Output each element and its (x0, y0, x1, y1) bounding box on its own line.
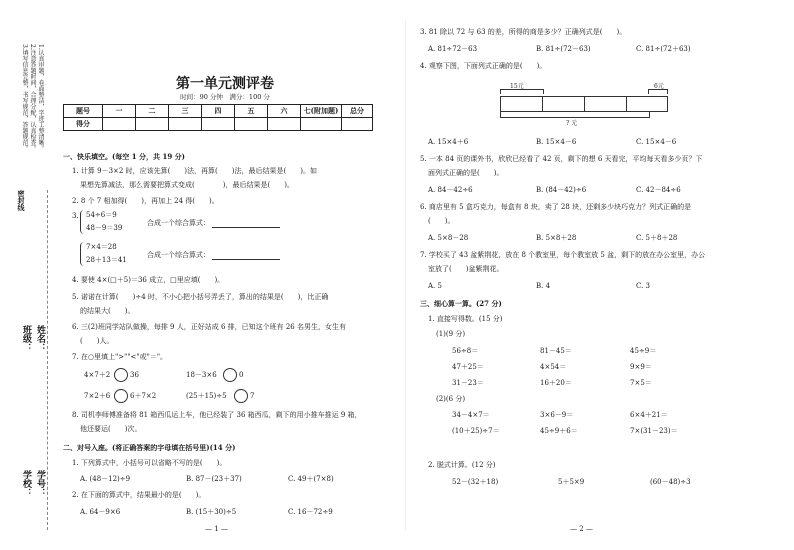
class-label: 班级： (21, 325, 31, 352)
calc-item: 3×6－9＝ (540, 411, 574, 419)
compare-right: 6＋7×2 (130, 392, 157, 400)
question-2: 2. 8 个 7 相加得( )，再加上 24 得( )。 (72, 197, 219, 205)
score-cell[interactable] (342, 118, 373, 131)
question-8-line-1: 8. 司机李师傅准备将 81 箱西瓜运上车，他已经装了 36 箱西瓜，剩下的用小推车推运 9 箱， (72, 411, 362, 419)
calc-item: 9×9＝ (630, 363, 652, 371)
q3-equation: 28＋13＝41 (86, 256, 127, 264)
mc-option: B. 5×8＋28 (536, 234, 577, 242)
mc-option: A. 5 (428, 282, 442, 290)
r-question-7-line-1: 7. 学校买了 43 盆紫荆花，放在 8 个教室里，每个教室放 5 盆，剩下的放在办公室里，办公 (420, 251, 706, 259)
line-segment-diagram (500, 83, 670, 128)
diagram-left-label: 15元 (510, 83, 524, 90)
mc-option: B. (84－42)÷6 (536, 186, 587, 194)
calc-item: 7×(31－23)＝ (630, 427, 678, 435)
q3-equation: 54÷6＝9 (86, 211, 117, 219)
calc-item: 81－45＝ (540, 347, 572, 355)
mc-option: A. 15×4＋6 (428, 138, 469, 146)
mc-option: C. 81÷(72＋63) (636, 45, 691, 53)
diagram-segment (500, 96, 544, 112)
score-row-label: 得分 (64, 118, 103, 131)
compare-right: 0 (239, 371, 244, 379)
mc-option: B. 87－(23＋37) (186, 475, 242, 483)
diagram-segment (584, 96, 628, 112)
seal-mark: 密封线 (17, 190, 26, 211)
mc-option: C. 42－84÷6 (636, 186, 681, 194)
calc-item: 52－(32＋18) (452, 478, 499, 486)
score-table (63, 104, 373, 131)
score-cell[interactable] (136, 118, 169, 131)
compare-circle[interactable] (114, 389, 128, 403)
diagram-bottom-label: ? 元 (566, 120, 578, 127)
page-number-left: — 1 — (205, 525, 228, 533)
instruction-2: 2.注意答题时间，合理分配，认真检查。 (29, 44, 36, 152)
mc-option: B. 81÷(72－63) (536, 45, 591, 53)
r-question-4: 4. 观察下图，下面列式正确的是( )。 (420, 62, 547, 70)
diagram-segment (626, 96, 668, 112)
score-cell[interactable] (202, 118, 235, 131)
score-table-header-row (64, 105, 373, 118)
compare-left: 7×2＋6 (84, 392, 111, 400)
calc-item: 4×54＝ (540, 363, 567, 371)
compare-right: 7 (250, 392, 255, 400)
instructions-box (13, 40, 47, 180)
r-question-3: 3. 81 除以 72 与 63 的差，所得的商是多少？正确列式是( )。 (420, 28, 627, 36)
score-cell[interactable] (235, 118, 268, 131)
calc-item: (10＋25)÷7＝ (452, 427, 500, 435)
score-header-cell: 一 (103, 105, 136, 118)
r-question-5-line-2: 面列式正确的是( )。 (428, 169, 504, 177)
question-8-line-2: 他还要运( )次。 (80, 425, 142, 433)
name-label: 姓名： (35, 325, 45, 352)
score-cell[interactable] (169, 118, 202, 131)
mc-option: C. 15×4－6 (636, 138, 677, 146)
brace-2 (80, 242, 85, 266)
question-6-line-1: 6. 三(2)班同学站队做操，每排 9 人，正好站成 6 排，已知这个班有 26 名男生，女生有 (72, 323, 346, 331)
mc-option: B. 4 (536, 282, 551, 290)
diagram-right-label: 6元 (654, 83, 664, 90)
mc-option: C. 3 (636, 282, 651, 290)
mc-option: A. 84－42÷6 (428, 186, 473, 194)
calc-item: 34－4×7＝ (452, 411, 490, 419)
compare-circle[interactable] (223, 368, 237, 382)
question-5-line-2: 的结果大( )。 (80, 307, 135, 315)
score-cell[interactable] (103, 118, 136, 131)
q3-answer-line[interactable] (212, 227, 280, 228)
instruction-1: 1.认真审题，卷面整洁，字迹工整清晰。 (37, 44, 44, 152)
page-title: 第一单元测评卷 (176, 76, 274, 92)
q3-merge-label: 合成一个综合算式： (147, 219, 210, 227)
instruction-3: 3.填写信息完整，书写规范，答题规范。 (21, 44, 28, 152)
diagram-top-brace (500, 89, 544, 94)
compare-left: 18－3×6 (186, 371, 217, 379)
mc-question-2: 2. 在下面的算式中，结果最小的是( )。 (72, 491, 206, 499)
question-5-line-1: 5. 诺诺在计算( )÷4 时，不小心把小括号弄丢了，算出的结果是( )，比正确 (72, 293, 329, 301)
calc-item: 16＋20＝ (540, 379, 572, 387)
calc-item: 47＋25＝ (452, 363, 484, 371)
mc-option: A. (48－12)÷9 (80, 475, 131, 483)
mc-option: B. (15＋30)÷5 (186, 508, 237, 516)
section-1-heading: 一、快乐填空。(每空 1 分，共 19 分) (63, 152, 185, 161)
score-header-cell: 三 (169, 105, 202, 118)
score-cell[interactable] (301, 118, 342, 131)
score-header-cell: 五 (235, 105, 268, 118)
compare-circle[interactable] (234, 389, 248, 403)
mc-option: C. 5＋8＋28 (636, 234, 678, 242)
mc-option: A. 5×8－28 (428, 234, 469, 242)
mc-question-1: 1. 下列算式中，小括号可以省略不写的是( )。 (72, 459, 227, 467)
mc-option: A. 64－9×6 (80, 508, 121, 516)
diagram-segment (542, 96, 586, 112)
calc-item: 45÷9＝ (630, 347, 657, 355)
section-3-heading: 三、细心算一算。(27 分) (420, 299, 502, 308)
question-4: 4. 要使 4×(□＋5)＝36 成立，□里应填( )。 (72, 276, 225, 284)
number-label: 学号： (35, 470, 45, 497)
question-1-line-1: 1. 计算 9－3×2 时，应该先算( )法，再算( )法，最后结果是( )。如 (72, 167, 317, 175)
score-table-score-row (64, 118, 373, 131)
calc-item: 7×5＝ (630, 379, 652, 387)
diagram-top-brace (648, 89, 668, 94)
q3-equation: 48－9＝39 (86, 224, 123, 232)
calc-item: 45÷9＋6＝ (540, 427, 578, 435)
mc-option: A. 81÷72－63 (428, 45, 478, 53)
compare-left: (25＋15)÷5 (186, 392, 227, 400)
compare-right: 36 (130, 371, 139, 379)
r-question-7-line-2: 室放了( )盆紫荆花。 (428, 265, 504, 273)
page-divider (405, 20, 406, 530)
mc-option: B. 15×4－6 (536, 138, 577, 146)
score-header-cell: 二 (136, 105, 169, 118)
compare-left: 4×7＋2 (84, 371, 111, 379)
s3-question-2: 2. 脱式计算。(12 分) (428, 461, 496, 469)
score-header-cell: 总分 (342, 105, 373, 118)
score-header-cell: 四 (202, 105, 235, 118)
r-question-6-line-2: ( )。 (428, 217, 455, 225)
question-6-line-2: ( )人。 (80, 337, 114, 345)
seal-dashed-line (47, 190, 48, 530)
score-header-cell: 六 (268, 105, 301, 118)
q3-merge-label: 合成一个综合算式： (147, 251, 210, 259)
score-header-cell: 七(附加题) (301, 105, 342, 118)
mc-option: C. 16－72÷9 (288, 508, 333, 516)
brace-1 (80, 210, 85, 234)
question-3-number: 3. (72, 212, 79, 220)
r-question-6-line-1: 6. 商店里有 5 盒巧克力，每盒有 8 块，卖了 28 块，还剩多少块巧克力？列式正确的是 (420, 203, 692, 211)
page-number-right: — 2 — (570, 525, 593, 533)
s3-subpart-1: (1)(9 分) (436, 330, 466, 338)
school-label: 学校： (21, 470, 31, 497)
calc-item: 6×4＋21＝ (630, 411, 668, 419)
q3-equation: 7×4＝28 (86, 243, 117, 251)
compare-circle[interactable] (114, 368, 128, 382)
calc-item: 56÷8＝ (452, 347, 479, 355)
section-2-heading: 二、对号入座。(将正确答案的字母填在括号里)(14 分) (63, 443, 236, 452)
question-1-line-2: 果想先算减法，那么需要把算式变成( )，最后结果是( )。 (80, 181, 294, 189)
exam-subtitle: 时间：90 分钟 满分：100 分 (180, 93, 270, 101)
binding-gutter (0, 0, 58, 550)
question-7: 7. 在○里填上">""<"或"＝"。 (72, 353, 168, 361)
q3-answer-line[interactable] (212, 259, 280, 260)
calc-item: 5＋5×9 (558, 478, 585, 486)
calc-item: (60－48)÷3 (650, 478, 691, 486)
calc-item: 31－23＝ (452, 379, 484, 387)
r-question-5-line-1: 5. 一本 84 页的课外书，欣欣已经看了 42 页，剩下的想 6 天看完，平均每天看多少页？下 (420, 155, 703, 163)
s3-question-1: 1. 直接写得数。(15 分) (428, 315, 503, 323)
mc-option: C. 49＋(7×8) (288, 475, 334, 483)
score-header-cell: 题号 (64, 105, 103, 118)
s3-subpart-2: (2)(6 分) (436, 395, 466, 403)
score-cell[interactable] (268, 118, 301, 131)
